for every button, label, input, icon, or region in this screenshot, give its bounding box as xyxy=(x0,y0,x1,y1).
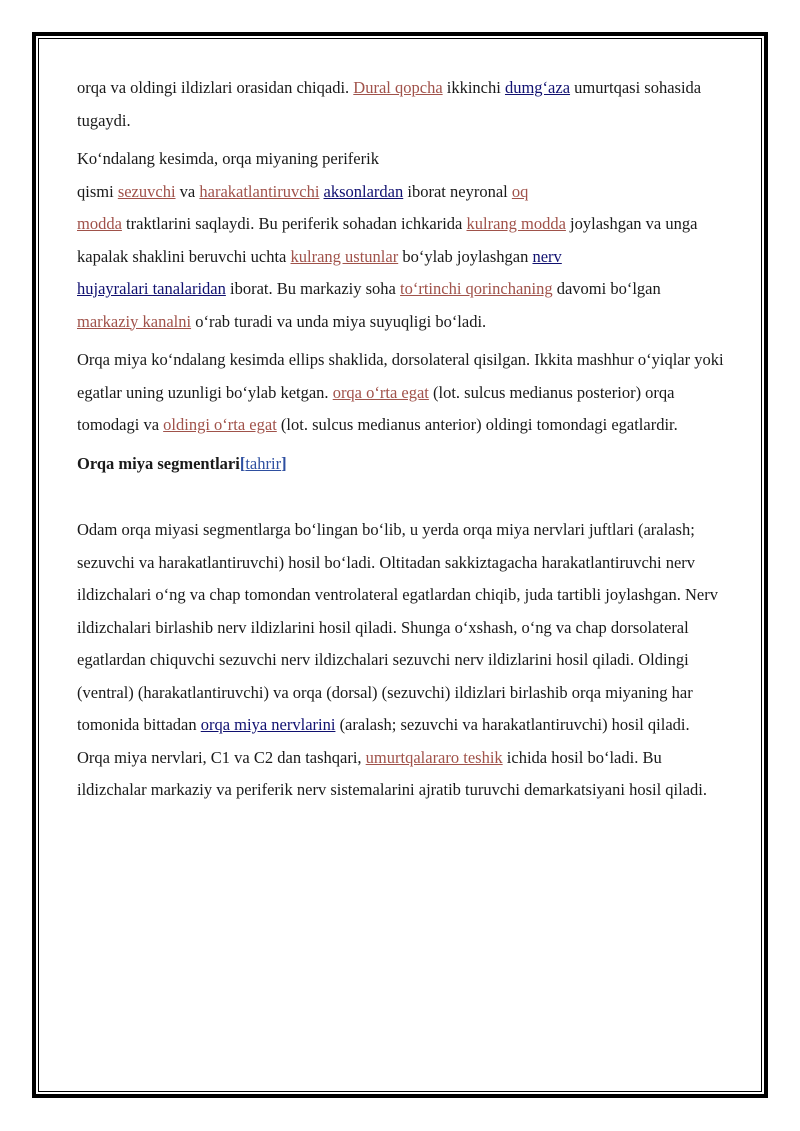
text: orqa va oldingi ildizlari orasidan chiqadi. xyxy=(77,78,354,97)
link-nerv-hujayralari-part1[interactable]: nerv xyxy=(532,246,562,266)
link-kulrang-modda[interactable]: kulrang modda xyxy=(466,214,566,233)
section-title: Orqa miya segmentlari xyxy=(77,453,240,473)
text: (lot. sulcus medianus anterior) oldingi tomondagi egatlardir. xyxy=(276,415,678,434)
text: va xyxy=(175,181,200,201)
link-dural-qopcha[interactable]: Dural qopcha xyxy=(353,78,443,97)
text: iborat. Bu markaziy soha xyxy=(225,279,401,298)
text: Odam orqa miyasi segmentlarga bo‘lingan bo‘lib, u yerda orqa miya nervlari juftlari (aralash; sezuvchi va harakatlantiruvchi) hosil bo‘ladi. Oltitadan sakkiztagacha harakatlantiruvchi nerv ildizchalari o‘ng va chap tomondan ventrolateral egatlardan chiqib, juda tartibli joylashgan. Nerv ildizchalari birlashib nerv ildizlarini hosil qiladi. Shunga o‘xshash, o‘ng va chap dorsolateral egatlardan chiquvchi sezuvchi nerv ildizchalari sezuvchi nerv ildizlarini hosil qiladi. Oldingi (ventral) (harakatlantiruvchi) va orqa (dorsal) (sezuvchi) ildizlari birlashib orqa miyaning har tomonida bittadan xyxy=(77,520,718,734)
bracket-open: [ xyxy=(239,453,246,473)
text: bo‘ylab joylashgan xyxy=(398,246,533,266)
paragraph-dural-sac xyxy=(77,72,725,137)
text: ikkinchi xyxy=(442,78,505,97)
text: Ko‘ndalang kesimda, orqa miyaning periferik xyxy=(77,149,379,168)
link-harakatlantiruvchi[interactable]: harakatlantiruvchi xyxy=(199,181,320,201)
text: ichida hosil bo‘ladi. Bu ildizchalar markaziy va periferik nerv sistemalarini ajratib turuvchi demarkatsiyani hosil qiladi. xyxy=(77,747,707,799)
link-nerv-hujayralari-part2[interactable]: hujayralari tanalaridan xyxy=(77,279,226,298)
paragraph-ellipse-shape xyxy=(77,344,725,442)
text: iborat neyronal xyxy=(403,181,512,201)
link-markaziy-kanalni[interactable]: markaziy kanalni xyxy=(77,311,192,331)
text: traktlarini saqlaydi. Bu periferik sohadan ichkarida xyxy=(121,214,467,233)
document-body xyxy=(77,72,725,813)
paragraph-segments xyxy=(77,514,725,807)
link-oldingi-orta-egat[interactable]: oldingi o‘rta egat xyxy=(163,415,277,434)
section-heading xyxy=(77,448,725,481)
link-oq-modda-part1[interactable]: oq xyxy=(511,181,529,201)
link-oq-modda-part2[interactable]: modda xyxy=(77,214,122,233)
bracket-close: ] xyxy=(281,453,287,473)
spacer xyxy=(77,480,725,514)
text: davomi bo‘lgan xyxy=(552,279,661,298)
link-sezuvchi[interactable]: sezuvchi xyxy=(117,181,176,201)
edit-link[interactable]: tahrir xyxy=(245,453,282,473)
text: Orqa miya ko‘ndalang kesimda ellips shaklida, dorsolateral qisilgan. Ikkita mashhur o‘yiqlar yoki egatlar uning uzunligi bo‘ylab ketgan. xyxy=(77,350,724,402)
text: (aralash; sezuvchi va harakatlantiruvchi) hosil qiladi. Orqa miya nervlari, C1 va C2 dan tashqari, xyxy=(77,715,690,767)
link-orqa-orta-egat[interactable]: orqa o‘rta egat xyxy=(332,382,429,402)
paragraph-cross-section xyxy=(77,143,725,338)
link-dumgaza[interactable]: dumg‘aza xyxy=(504,78,571,97)
text: o‘rab turadi va unda miya suyuqligi bo‘ladi. xyxy=(191,311,487,331)
link-aksonlardan[interactable]: aksonlardan xyxy=(323,181,404,201)
link-kulrang-ustunlar[interactable]: kulrang ustunlar xyxy=(290,246,399,266)
link-tortinchi-qorinchaning[interactable]: to‘rtinchi qorinchaning xyxy=(400,279,553,298)
text: (lot. sulcus medianus posterior) orqa tomodagi va xyxy=(77,382,675,434)
text: umurtqasi sohasida tugaydi. xyxy=(77,78,702,130)
text: qismi xyxy=(77,181,118,201)
link-orqa-miya-nervlarini[interactable]: orqa miya nervlarini xyxy=(200,715,336,734)
text: joylashgan va unga kapalak shaklini beruvchi uchta xyxy=(77,214,698,266)
link-umurtqalararo-teshik[interactable]: umurtqalararo teshik xyxy=(365,747,503,767)
